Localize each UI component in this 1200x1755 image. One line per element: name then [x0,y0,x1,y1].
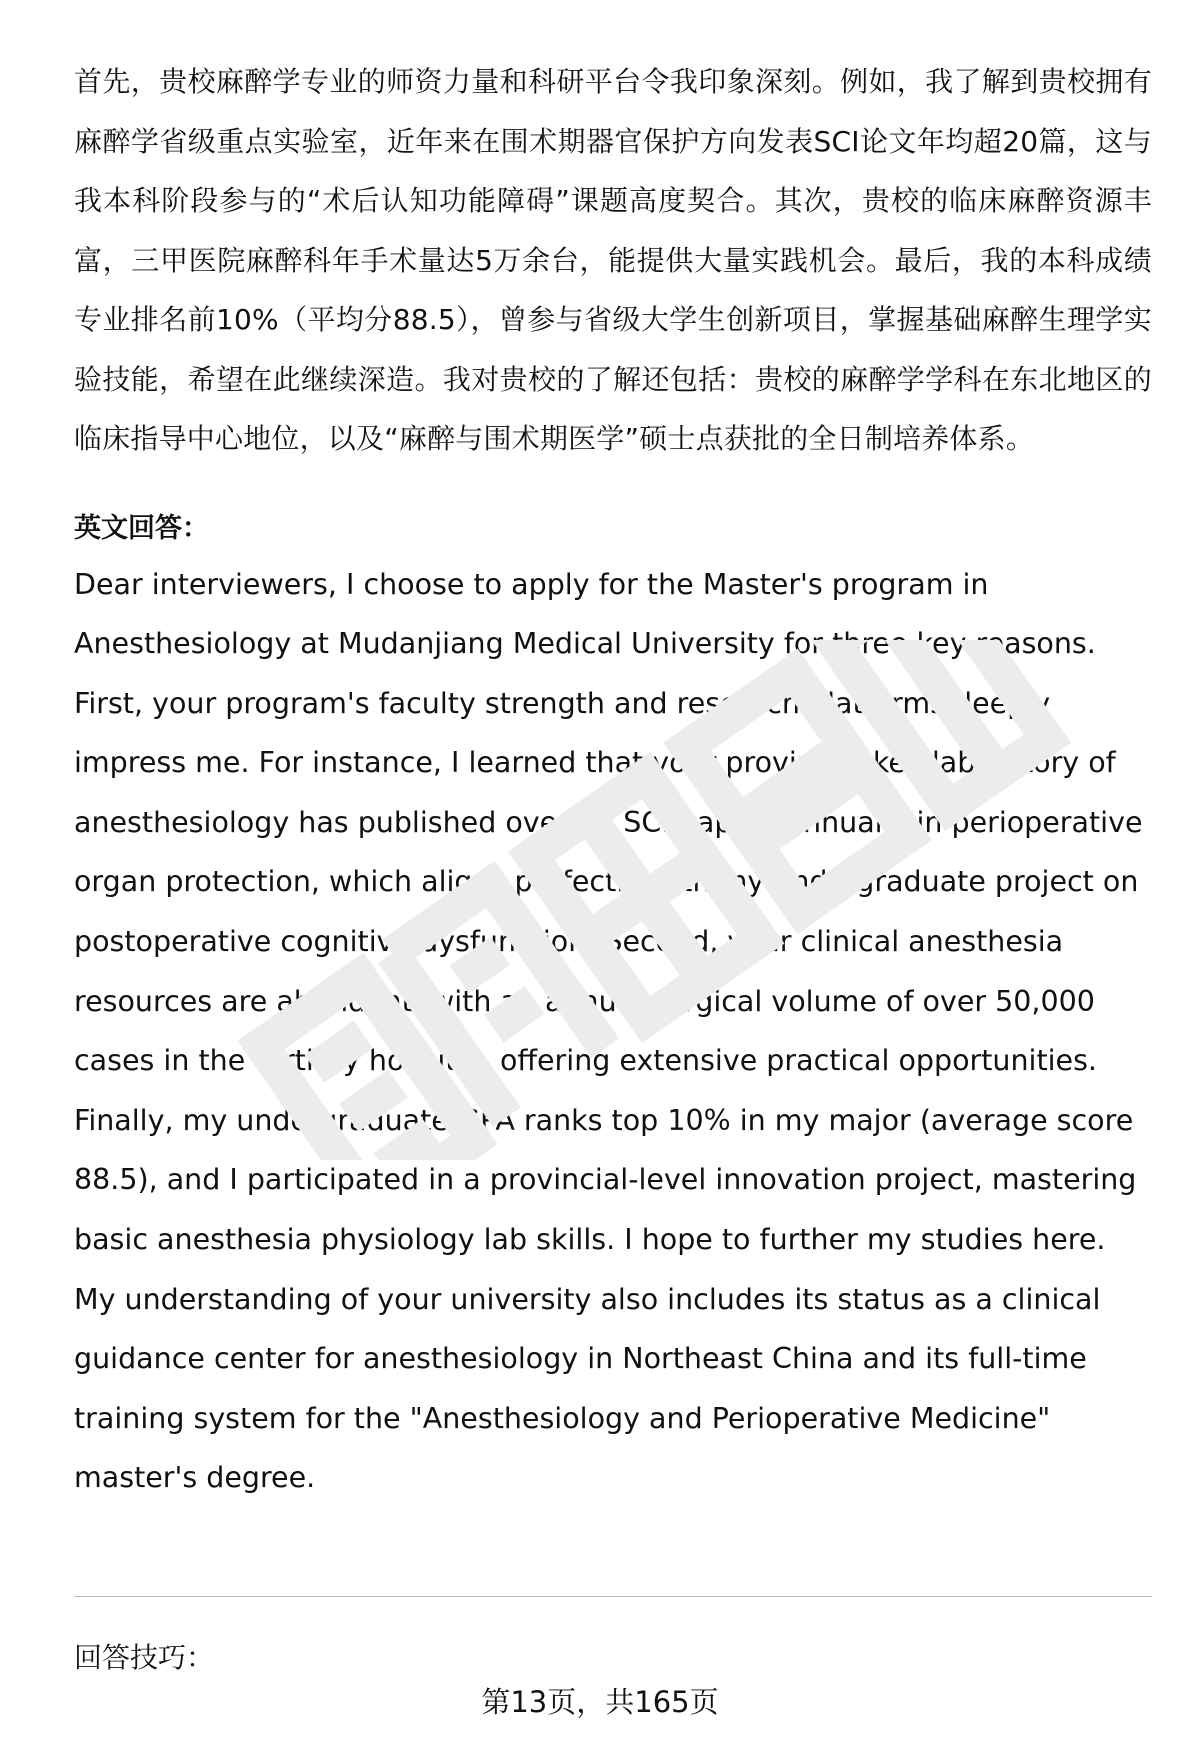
english-answer-heading: 英文回答： [74,512,209,544]
answer-tips-label: 回答技巧： [74,1641,215,1674]
english-answer-paragraph: Dear interviewers, I choose to apply for the Master's program in Anesthesiology at Mudanjiang Medical University for three key reasons. First, your program's faculty strength and research platforms deeply impress me. For instance, I learned that your provincial key laboratory of anesthesiology has published over 20 SCI papers annually in perioperative organ protection, which aligns perfectly with my undergraduate project on postoperative cognitive dysfunction. Second, your clinical anesthesia resources are abundant, with an annual surgical volume of over 50,000 cases in the tertiary hospital, offering extensive practical opportunities. Finally, my undergraduate GPA ranks top 10% in my major (average score 88.5), and I participated in a provincial-level innovation project, mastering basic anesthesia physiology lab skills. I hope to further my studies here. My understanding of your university also includes its status as a clinical guidance center for anesthesiology in Northeast China and its full-time training system for the "Anesthesiology and Perioperative Medicine" master's degree. [74,567,1143,1495]
page-number-footer: 第13页，共165页 [481,1685,719,1719]
document-body [74,52,1152,1508]
chinese-answer-paragraph: 首先，贵校麻醉学专业的师资力量和科研平台令我印象深刻。例如，我了解到贵校拥有麻醉学省级重点实验室，近年来在围术期器官保护方向发表SCI论文年均超20篇，这与我本科阶段参与的“术后认知功能障碍”课题高度契合。其次，贵校的临床麻醉资源丰富，三甲医院麻醉科年手术量达5万余台，能提供大量实践机会。最后，我的本科成绩专业排名前10%（平均分88.5），曾参与省级大学生创新项目，掌握基础麻醉生理学实验技能，希望在此继续深造。我对贵校的了解还包括：贵校的麻醉学学科在东北地区的临床指导中心地位，以及“麻醉与围术期医学”硕士点获批的全日制培养体系。 [74,65,1152,455]
section-divider [74,1596,1152,1597]
